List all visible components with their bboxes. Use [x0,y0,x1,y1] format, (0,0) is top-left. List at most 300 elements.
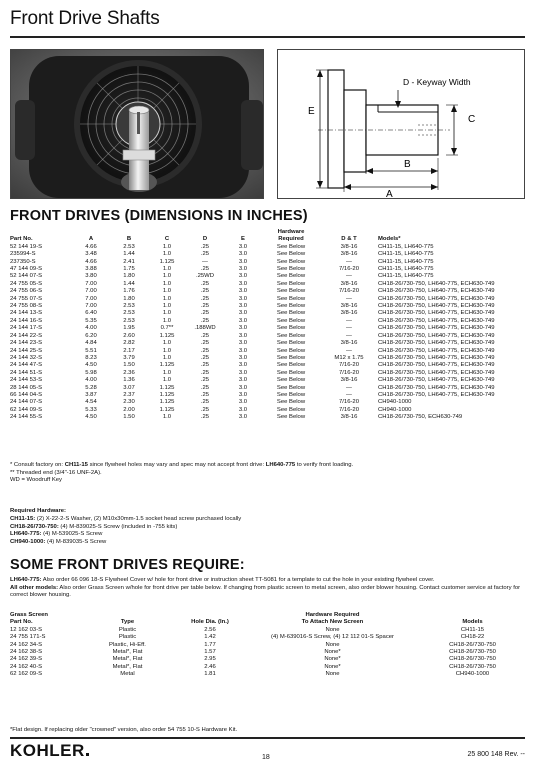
table-row [10,348,525,355]
table-cell: 4.50 [85,414,97,421]
table-cell: 3.0 [238,243,248,250]
note-consult [10,462,353,470]
table-row [10,325,525,332]
table-row [10,251,525,258]
table-cell: .25 [200,354,210,361]
table-cell: 24 144 23-S [10,340,43,347]
requirements-text [10,577,525,600]
grass-table-cell: CH940-1000 [455,671,490,678]
table-cell: See Below [276,406,306,413]
table-cell: CH18-26/730-750, LH640-775, ECH630-749 [378,325,495,332]
requirement-lh640-model: LH640-775: [10,577,42,583]
table-cell: 1.50 [123,414,135,421]
table-cell: CH18-26/730-750, LH640-775, ECH630-749 [378,391,495,398]
table-cell: — [202,258,208,265]
table-cell: See Below [276,399,306,406]
table-cell: 3.0 [238,384,248,391]
table-cell: 24 144 53-S [10,377,43,384]
required-hardware-list [10,516,241,546]
table-row [10,266,525,273]
page-number: 18 [262,754,270,761]
dimension-a-label: A [386,189,393,200]
table-cell: — [346,384,352,391]
table-cell: 3.0 [238,258,248,265]
table-cell: 4.66 [85,258,97,265]
table-cell: 62 144 09-S [10,406,43,413]
table-cell: 24 144 17-S [10,325,43,332]
hardware-item [10,531,241,539]
table-cell: 24 144 32-S [10,354,43,361]
grass-table-cell: 1.77 [204,641,216,648]
table-cell: 24 144 55-S [10,414,43,421]
grass-table-cell: 24 162 39-S [10,656,43,663]
table-cell: See Below [276,377,306,384]
table-row [10,333,525,340]
grass-table-cell: CH18-26/730-750 [449,641,496,648]
shaft-dimension-diagram [277,49,525,199]
table-cell: — [346,295,352,302]
grass-col-part-no: Part No. [10,619,33,626]
table-cell: 4.66 [85,243,97,250]
grass-table-cell: None* [324,663,341,670]
table-cell: 3.0 [238,399,248,406]
table-cell: CH940-1000 [378,399,412,406]
table-cell: M12 x 1.75 [334,354,364,361]
table-cell: — [346,347,352,354]
dimension-e-label: E [308,106,315,117]
table-cell: 1.36 [123,377,135,384]
table-row [10,399,525,406]
table-cell: 52 144 19-S [10,243,43,250]
table-cell: CH11-15, LH640-775 [378,258,434,265]
table-cell: 1.75 [123,266,135,273]
grass-table-cell: CH18-26/730-750 [449,663,496,670]
grass-table-cell: Plastic, Hi-Eff. [109,641,146,648]
table-cell: See Below [276,288,306,295]
table-cell: 1.125 [159,384,175,391]
table-cell: 3.0 [238,369,248,376]
table-cell: 7/16-20 [339,362,359,369]
table-cell: .25 [200,377,210,384]
table-row [10,288,525,295]
grass-table-cell: CH11-15 [460,626,485,633]
note-threaded: ** Threaded end (3/4"-16 UNF-2A). [10,469,102,476]
table-cell: See Below [276,325,306,332]
table-cell: CH18-26/730-750, LH640-775, ECH630-749 [378,347,495,354]
col-b: B [126,236,132,243]
table-cell: 5.98 [85,369,97,376]
grass-table-cell: None [325,671,340,678]
note-consult-model1: CH11-15 [64,462,88,468]
table-cell: CH18-26/730-750, LH640-775, ECH630-749 [378,317,495,324]
table-cell: 3.0 [238,325,248,332]
table-cell: — [346,273,352,280]
grass-table-cell: 2.56 [204,626,216,633]
page-title: Front Drive Shafts [10,8,160,29]
table-cell: 1.44 [123,251,135,258]
table-cell: See Below [276,310,306,317]
grass-table-cell: Plastic [118,634,137,641]
table-cell: CH11-15, LH640-775 [378,266,434,273]
hardware-item [10,516,241,524]
note-consult-suffix: to verify front loading. [295,462,354,468]
table-cell: 3.87 [85,391,97,398]
hardware-item-text: (4) M-839035-S Screw [45,538,107,545]
grass-header-row-top [10,612,525,619]
engine-photo [10,49,264,199]
table-cell: 7/16-20 [339,406,359,413]
table-cell: 1.0 [162,377,172,384]
table-cell: — [346,332,352,339]
table-cell: 3/8-16 [340,414,358,421]
table-cell: 5.33 [85,406,97,413]
table-cell: See Below [276,243,306,250]
dimension-c-label: C [468,114,476,125]
table-cell: CH11-15, LH640-775 [378,251,434,258]
table-cell: 6.20 [85,332,97,339]
table-cell: 28 144 05-S [10,384,43,391]
grass-table-cell: 1.42 [204,634,216,641]
table-cell: 2.17 [123,347,135,354]
table-cell: .25 [200,251,210,258]
front-drives-table-body [10,244,525,422]
table-cell: 3.0 [238,273,248,280]
col-e: E [241,236,245,243]
table-cell: 7.00 [85,303,97,310]
grass-table-row [10,642,525,649]
grass-table-cell: 24 162 38-S [10,649,43,656]
requirement-other [10,585,525,600]
table-cell: 24 144 07-S [10,399,43,406]
table-cell: 5.35 [85,317,97,324]
table-cell: See Below [276,391,306,398]
col-c: C [164,236,170,243]
table-row [10,259,525,266]
table-cell: 3/8-16 [340,377,358,384]
table-cell: 3.48 [85,251,97,258]
table-cell: 3.0 [238,377,248,384]
grass-header-row [10,619,525,626]
table-cell: 1.125 [159,406,175,413]
col-d-and-t: D & T [341,236,357,243]
table-cell: CH18-26/730-750, ECH630-749 [378,414,463,421]
requirement-other-text: Also order Grass Screen w/hole for front drive per table below. If changing from plastic screen to metal screen, also order blower housing. Contact customer service at factory for correct blower housing. [10,584,521,598]
hardware-item-model: LH640-775: [10,531,42,537]
table-cell: 1.50 [123,362,135,369]
grass-table-row [10,649,525,656]
table-cell: 1.95 [123,325,135,332]
table-cell: 3.0 [238,391,248,398]
front-drives-table [10,229,525,422]
table-cell: 235994-S [10,251,36,258]
table-cell: 4.54 [85,399,97,406]
table-cell: See Below [276,303,306,310]
grass-table-row [10,656,525,663]
table-cell: — [346,258,352,265]
table-cell: 1.0 [162,340,172,347]
table-cell: .25 [200,317,210,324]
grass-screen-table [10,612,525,679]
table-cell: .25 [200,347,210,354]
table-cell: 1.0 [162,243,172,250]
table-cell: 7.00 [85,280,97,287]
table-cell: 7/16-20 [339,369,359,376]
table-cell: 2.00 [123,406,135,413]
grass-screen-group-title: Grass Screen [10,612,48,618]
table-cell: — [346,391,352,398]
grass-table-cell: CH18-26/730-750 [449,649,496,656]
hardware-item [10,539,241,547]
table-cell: CH18-26/730-750, LH640-775, ECH630-749 [378,332,495,339]
table-cell: 1.44 [123,280,135,287]
table-cell: 1.125 [159,399,175,406]
flat-design-note: *Flat design. If replacing older "crowned" version, also order 54 755 10-S Hardware Kit. [10,727,238,733]
table-cell: 24 755 06-S [10,288,43,295]
table-cell: CH18-26/730-750, LH640-775, ECH630-749 [378,340,495,347]
hardware-item-model: CH940-1000: [10,538,46,545]
table-cell: 1.0 [162,354,172,361]
table-cell: .25 [200,303,210,310]
grass-table-cell: None* [324,656,341,663]
grass-table-cell: 2.46 [204,663,216,670]
front-drives-heading: FRONT DRIVES (DIMENSIONS IN INCHES) [10,208,308,224]
table-cell: See Below [276,354,306,361]
shaft-dimension-drawing [278,50,526,200]
table-cell: 3/8-16 [340,303,358,310]
table-row [10,362,525,369]
table-cell: 0.7** [160,325,174,332]
grass-table-cell: None [325,641,340,648]
grass-table-cell: (4) M-639016-S Screw, (4) 12 112 01-S Spacer [271,634,394,641]
table-cell: CH18-26/730-750, LH640-775, ECH630-749 [378,280,495,287]
table-cell: 3.0 [238,317,248,324]
table-cell: See Below [276,295,306,302]
table-cell: CH18-26/730-750, LH640-775, ECH630-749 [378,369,495,376]
table-cell: 3.0 [238,340,248,347]
grass-table-cell: 1.57 [204,649,216,656]
table-cell: .25 [200,399,210,406]
requirement-other-model: All other models: [10,584,59,591]
table-row [10,407,525,414]
table-cell: 1.0 [162,414,172,421]
table-row [10,355,525,362]
table-cell: 2.82 [123,340,135,347]
table-cell: CH11-15, LH640-775 [378,243,434,250]
table-row [10,244,525,251]
table-cell: CH18-26/730-750, LH640-775, ECH630-749 [378,362,495,369]
table-cell: 1.0 [162,303,172,310]
title-rule [10,36,525,38]
table-cell: 3.0 [238,303,248,310]
table-cell: 1.0 [162,317,172,324]
table-cell: — [346,317,352,324]
table-cell: CH18-26/730-750, LH640-775, ECH630-749 [378,303,495,310]
grass-table-row [10,664,525,671]
table-row [10,318,525,325]
table-cell: 1.80 [123,273,135,280]
dimension-b-label: B [404,159,411,170]
footer-rule [10,737,525,739]
table-cell: CH18-26/730-750, LH640-775, ECH630-749 [378,354,495,361]
table-cell: See Below [276,251,306,258]
table-cell: CH11-15, LH640-775 [378,273,434,280]
note-woodruff: WD = Woodruff Key [10,477,63,483]
table-cell: 3.0 [238,414,248,421]
grass-table-cell: 24 162 40-S [10,663,43,670]
table-cell: 24 144 22-S [10,332,43,339]
grass-table-cell: 24 755 171-S [10,634,46,641]
table-cell: 4.84 [85,340,97,347]
grass-col-type: Type [120,619,135,626]
col-d: D [202,236,208,243]
table-cell: .188WD [194,325,216,332]
grass-col-attach: To Attach New Screen [301,619,364,626]
table-cell: 1.125 [159,362,175,369]
col-a: A [88,236,94,243]
table-cell: 24 144 13-S [10,310,43,317]
table-cell: 7/16-20 [339,399,359,406]
table-cell: 7/16-20 [339,266,359,273]
hardware-item-text: (2) X-22-2-S Washer, (2) M10x30mm-1.5 socket head screw purchased locally [35,516,242,522]
table-cell: 2.60 [123,332,135,339]
table-cell: .25 [200,310,210,317]
table-cell: 5.51 [85,347,97,354]
note-consult-mid: since flywheel holes may vary and spec may not accept front drive: [87,462,266,468]
table-cell: 2.53 [123,317,135,324]
table-cell: 24 144 47-S [10,362,43,369]
logo-dot-icon [86,753,89,756]
table-cell: 3.0 [238,354,248,361]
table-cell: CH18-26/730-750, LH640-775, ECH630-749 [378,288,495,295]
grass-table-cell: None* [324,649,341,656]
table-cell: 237350-S [10,258,36,265]
table-cell: CH18-26/730-750, LH640-775, ECH630-749 [378,384,495,391]
grass-table-cell: None [325,626,340,633]
dimension-d-label: D - Keyway Width [403,77,471,87]
grass-table-cell: 24 162 34-S [10,641,43,648]
table-cell: See Below [276,258,306,265]
table-cell: 3/8-16 [340,243,358,250]
table-cell: 3.0 [238,310,248,317]
table-row [10,392,525,399]
grass-table-cell: Metal*, Flat [112,663,143,670]
grass-table-cell: 12 162 03-S [10,626,43,633]
table-cell: 24 755 08-S [10,303,43,310]
table-row [10,303,525,310]
table-row [10,273,525,280]
grass-table-cell: 2.95 [204,656,216,663]
table-cell: 3.0 [238,288,248,295]
table-cell: See Below [276,347,306,354]
table-cell: 3.0 [238,266,248,273]
table-cell: See Below [276,280,306,287]
table-cell: .25 [200,332,210,339]
table-cell: 1.0 [162,295,172,302]
table-cell: 5.28 [85,384,97,391]
table-cell: 1.0 [162,280,172,287]
table-cell: 2.36 [123,369,135,376]
table-cell: .25 [200,362,210,369]
table-row [10,340,525,347]
table-cell: 7.00 [85,288,97,295]
table-cell: See Below [276,384,306,391]
grass-table-row [10,627,525,634]
table-cell: 1.76 [123,288,135,295]
table-cell: 1.0 [162,266,172,273]
table-cell: 52 144 07-S [10,273,43,280]
hardware-item [10,524,241,532]
table-cell: 1.0 [162,251,172,258]
table-cell: .25 [200,414,210,421]
table-cell: 24 144 51-S [10,369,43,376]
table-cell: .25WD [195,273,214,280]
grass-table-cell: Metal [120,671,135,678]
grass-table-cell: Metal*, Flat [112,656,143,663]
table-cell: CH940-1000 [378,406,412,413]
table-row [10,414,525,421]
table-cell: 1.0 [162,369,172,376]
document-number: 25 800 148 Rev. -- [467,751,525,758]
table-row [10,310,525,317]
table-cell: 2.30 [123,399,135,406]
table-cell: .25 [200,340,210,347]
table-cell: See Below [276,317,306,324]
table-cell: 1.0 [162,288,172,295]
table-cell: 6.40 [85,310,97,317]
table-cell: 1.0 [162,347,172,354]
table-cell: 8.23 [85,354,97,361]
grass-table-cell: CH18-22 [460,634,485,641]
table-cell: 3/8-16 [340,310,358,317]
table-cell: 3.80 [85,273,97,280]
table-cell: .25 [200,295,210,302]
table-cell: .25 [200,288,210,295]
kohler-logo-text: KOHLER [10,741,85,760]
table-cell: See Below [276,369,306,376]
table-row [10,385,525,392]
table-cell: 3.0 [238,347,248,354]
table-cell: .25 [200,384,210,391]
col-hardware-required: Required [278,236,304,243]
table-cell: 3.07 [123,384,135,391]
table-cell: 1.80 [123,295,135,302]
grass-table-row [10,634,525,641]
table-cell: 7.00 [85,295,97,302]
table-cell: See Below [276,332,306,339]
table-row [10,377,525,384]
table-cell: 24 144 16-S [10,317,43,324]
table-cell: 2.53 [123,310,135,317]
col-part-no: Part No. [10,236,33,243]
table-cell: .25 [200,391,210,398]
table-cell: 24 144 25-S [10,347,43,354]
table-cell: 2.53 [123,303,135,310]
table-cell: 3.0 [238,280,248,287]
note-consult-prefix: * Consult factory on: [10,462,65,468]
table-cell: 1.125 [159,391,175,398]
grass-table-row [10,671,525,678]
table-cell: — [346,325,352,332]
table-cell: .25 [200,280,210,287]
table-cell: 4.50 [85,362,97,369]
table-cell: 1.125 [159,332,175,339]
hardware-item-text: (4) M-839025-S Screw (included in -755 kits) [58,523,178,530]
table-cell: CH18-26/730-750, LH640-775, ECH630-749 [378,295,495,302]
table-cell: 24 755 05-S [10,280,43,287]
table-cell: 3.0 [238,406,248,413]
table-cell: .25 [200,406,210,413]
table-cell: 3.88 [85,266,97,273]
